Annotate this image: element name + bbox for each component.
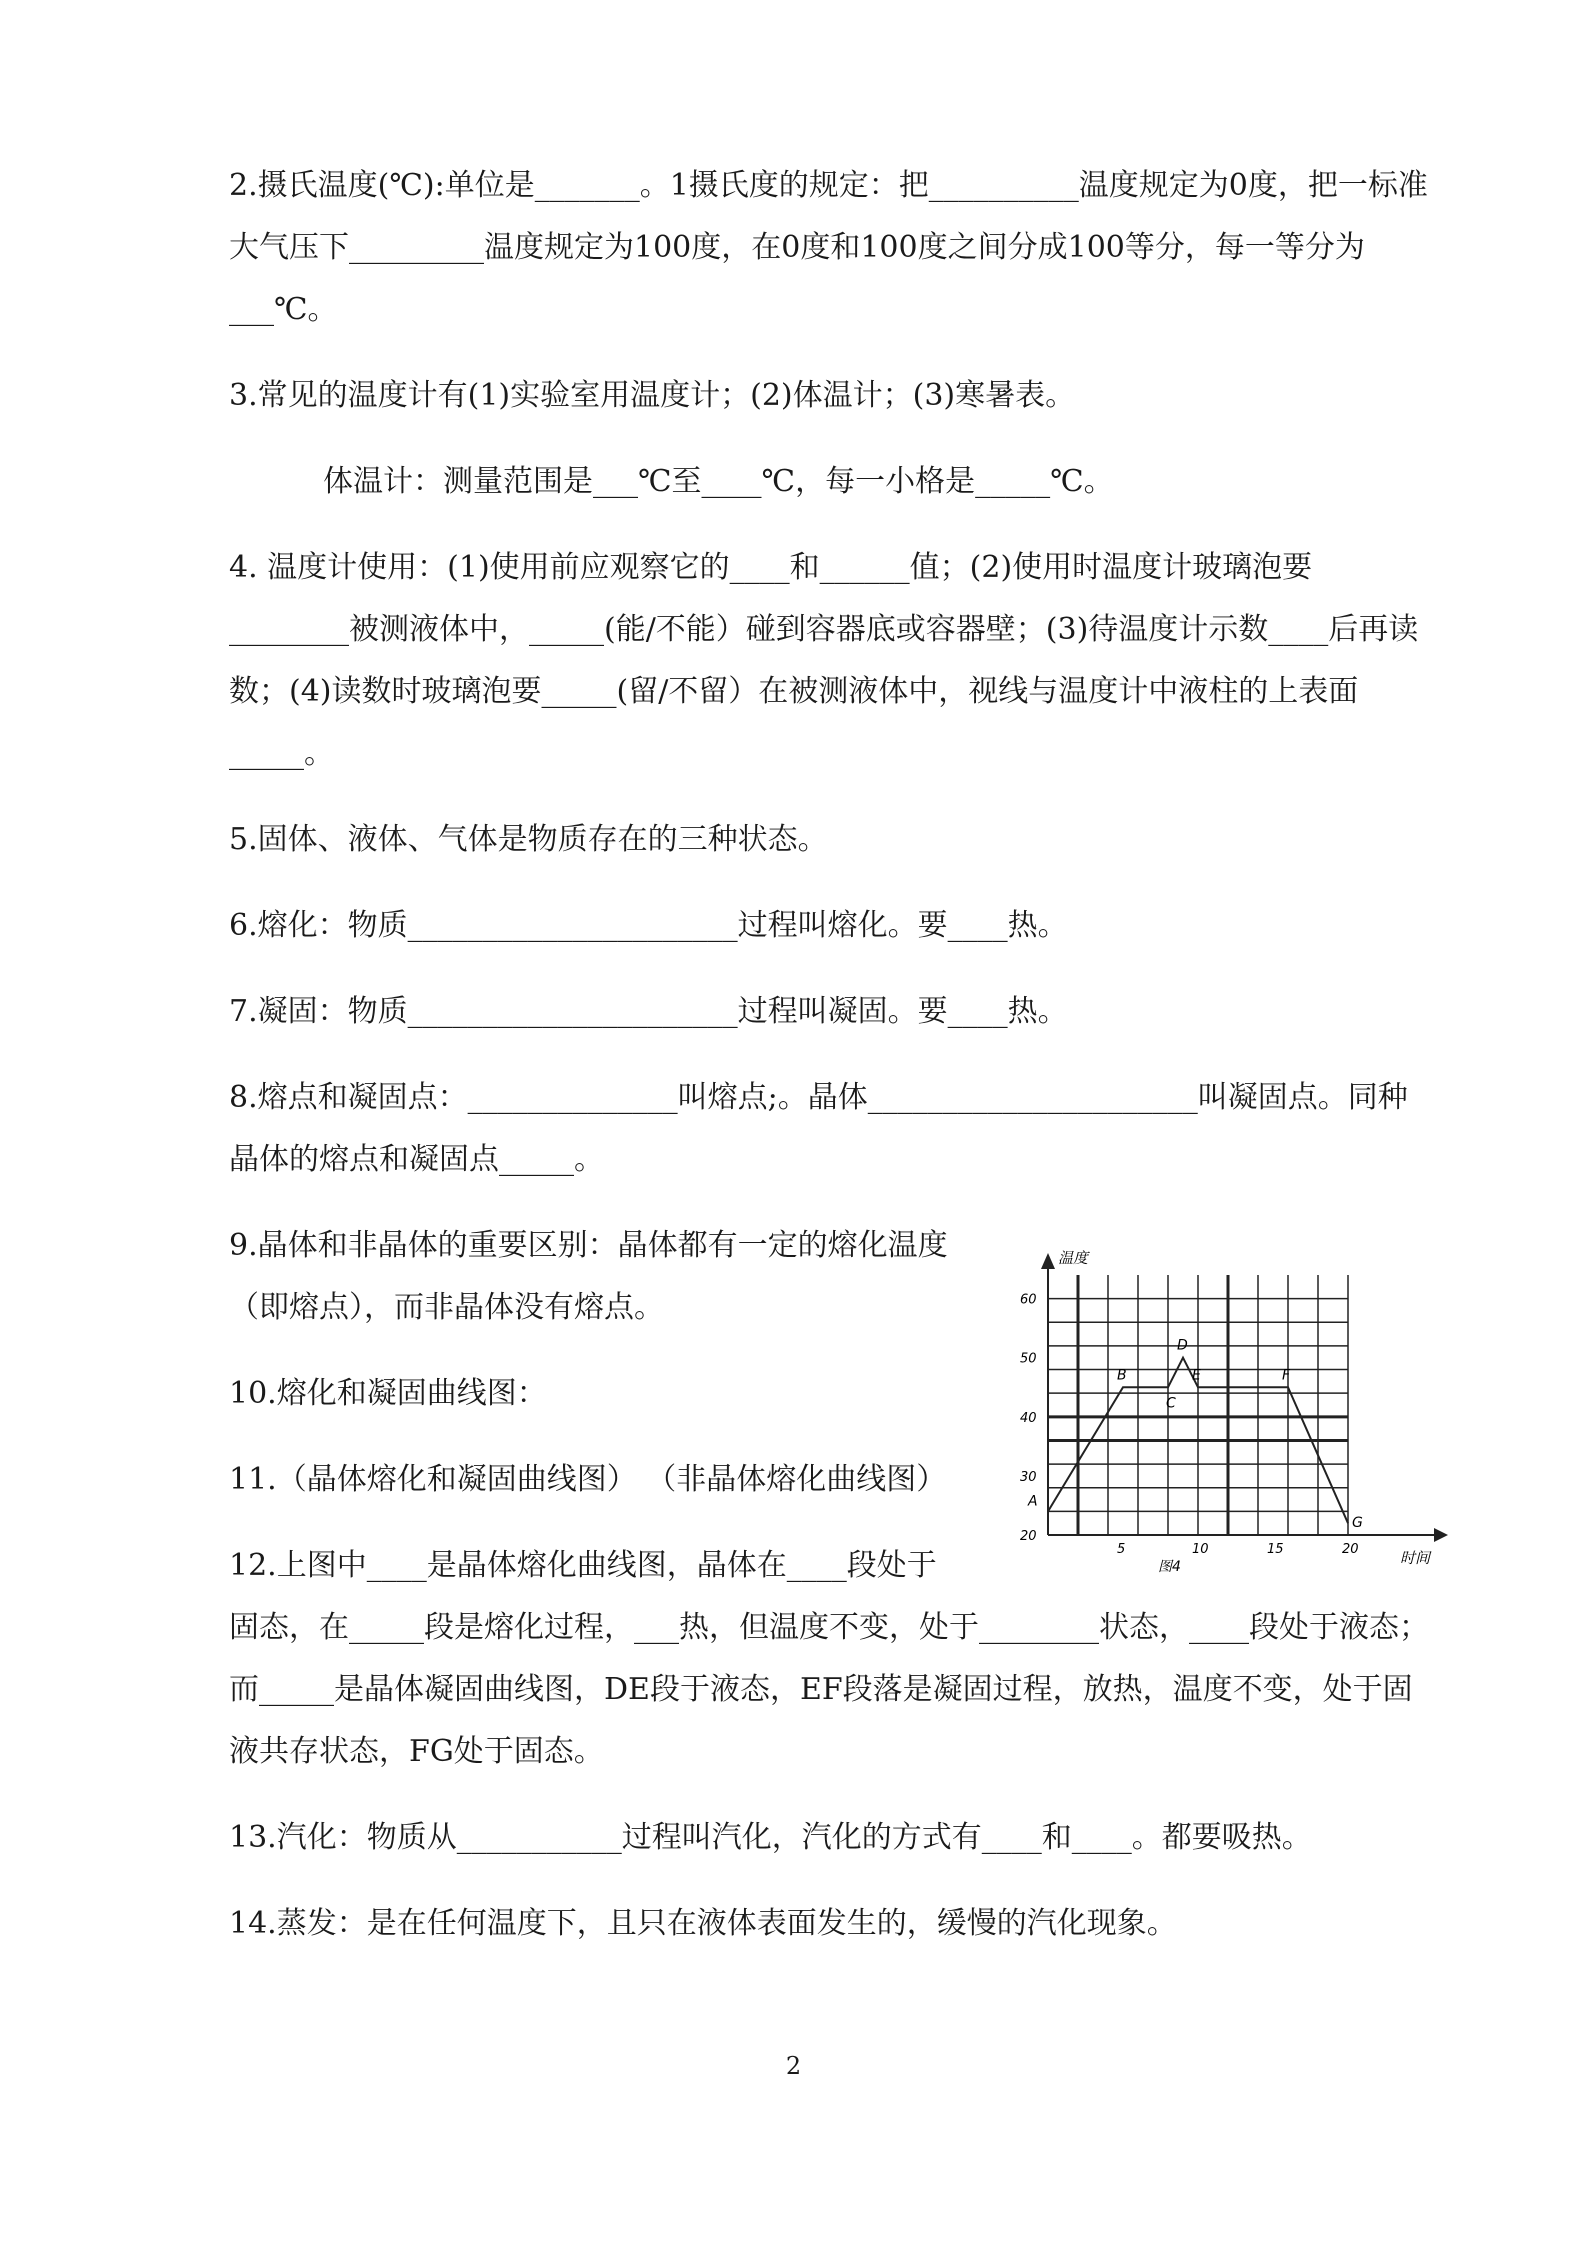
paragraph-12-rest: 固态，在_____段是熔化过程，___热，但温度不变，处于________状态，____段处于液态；而_____是晶体凝固曲线图，DE段于液态，EF段落是凝固过程，放热，温度不变，处于固液共存状态，FG处于固态。 bbox=[229, 1610, 1429, 1769]
point-label: F bbox=[1282, 1367, 1291, 1384]
chart-axes bbox=[1041, 1253, 1448, 1542]
melting-curve-chart bbox=[1008, 1235, 1460, 1575]
paragraph-13: 13.汽化：物质从___________过程叫汽化，汽化的方式有____和____。都要吸热。 bbox=[229, 1820, 1312, 1855]
point-label: G bbox=[1352, 1515, 1363, 1532]
paragraph-4: 4. 温度计使用：(1)使用前应观察它的____和______值；(2)使用时温度计玻璃泡要________被测液体中，_____(能/不能）碰到容器底或容器壁；(3)待温度计示数____后再读数；(4)读数时玻璃泡要_____(留/不留）在被测液体中，视线与温度计中液柱的上表面_____。 bbox=[229, 550, 1419, 771]
x-tick-label: 20 bbox=[1342, 1542, 1359, 1557]
paragraph-7: 7.凝固：物质______________________过程叫凝固。要____热。 bbox=[229, 994, 1068, 1029]
x-axis-label: 时间 bbox=[1400, 1549, 1431, 1567]
y-tick-label: 30 bbox=[1020, 1469, 1037, 1485]
x-tick-label: 15 bbox=[1267, 1542, 1284, 1557]
paragraph-14: 14.蒸发：是在任何温度下，且只在液体表面发生的，缓慢的汽化现象。 bbox=[229, 1906, 1177, 1941]
y-tick-label: 50 bbox=[1020, 1351, 1037, 1367]
paragraph-9: 9.晶体和非晶体的重要区别：晶体都有一定的熔化温度（即熔点），而非晶体没有熔点。 bbox=[229, 1228, 948, 1325]
point-label: B bbox=[1117, 1367, 1127, 1384]
paragraph-6: 6.熔化：物质______________________过程叫熔化。要____热。 bbox=[229, 908, 1068, 943]
document-body bbox=[229, 155, 1429, 1979]
point-label: C bbox=[1166, 1395, 1176, 1412]
paragraph-2: 2.摄氏温度(℃):单位是_______。1摄氏度的规定：把__________温度规定为0度，把一标准大气压下_________温度规定为100度，在0度和100度之间分成100等分，每一等分为___℃。 bbox=[229, 168, 1428, 327]
y-tick-label: 40 bbox=[1020, 1410, 1037, 1426]
x-tick-label: 10 bbox=[1192, 1542, 1209, 1557]
paragraph-11: 11.（晶体熔化和凝固曲线图） （非晶体熔化曲线图） bbox=[229, 1462, 947, 1497]
chart-ticks bbox=[1020, 1293, 1359, 1557]
page-number: 2 bbox=[785, 2052, 802, 2080]
paragraph-3-thermometer: 体温计：测量范围是___℃至____℃，每一小格是_____℃。 bbox=[323, 464, 1114, 499]
paragraph-5: 5.固体、液体、气体是物质存在的三种状态。 bbox=[229, 822, 828, 857]
y-axis-label: 温度 bbox=[1058, 1249, 1089, 1267]
paragraph-10: 10.熔化和凝固曲线图： bbox=[229, 1376, 547, 1411]
paragraph-8: 8.熔点和凝固点：______________叫熔点;。晶体______________________叫凝固点。同种晶体的熔点和凝固点_____。 bbox=[229, 1080, 1408, 1177]
paragraph-12-start: 12.上图中____是晶体熔化曲线图，晶体在____段处于 bbox=[229, 1548, 937, 1583]
x-tick-label: 5 bbox=[1117, 1542, 1126, 1557]
paragraph-3: 3.常见的温度计有(1)实验室用温度计；(2)体温计；(3)寒暑表。 bbox=[229, 378, 1076, 413]
y-tick-label: 60 bbox=[1020, 1292, 1037, 1308]
y-tick-label: 20 bbox=[1020, 1529, 1037, 1544]
point-label: E bbox=[1192, 1367, 1201, 1384]
y-axis-arrow bbox=[1041, 1253, 1055, 1269]
chart-grid bbox=[1048, 1275, 1348, 1535]
point-label: D bbox=[1177, 1337, 1188, 1354]
x-axis-arrow bbox=[1434, 1528, 1448, 1542]
point-label: A bbox=[1028, 1493, 1038, 1510]
figure-caption: 图4 bbox=[1158, 1559, 1181, 1575]
melting-curve-figure bbox=[1008, 1235, 1460, 1575]
